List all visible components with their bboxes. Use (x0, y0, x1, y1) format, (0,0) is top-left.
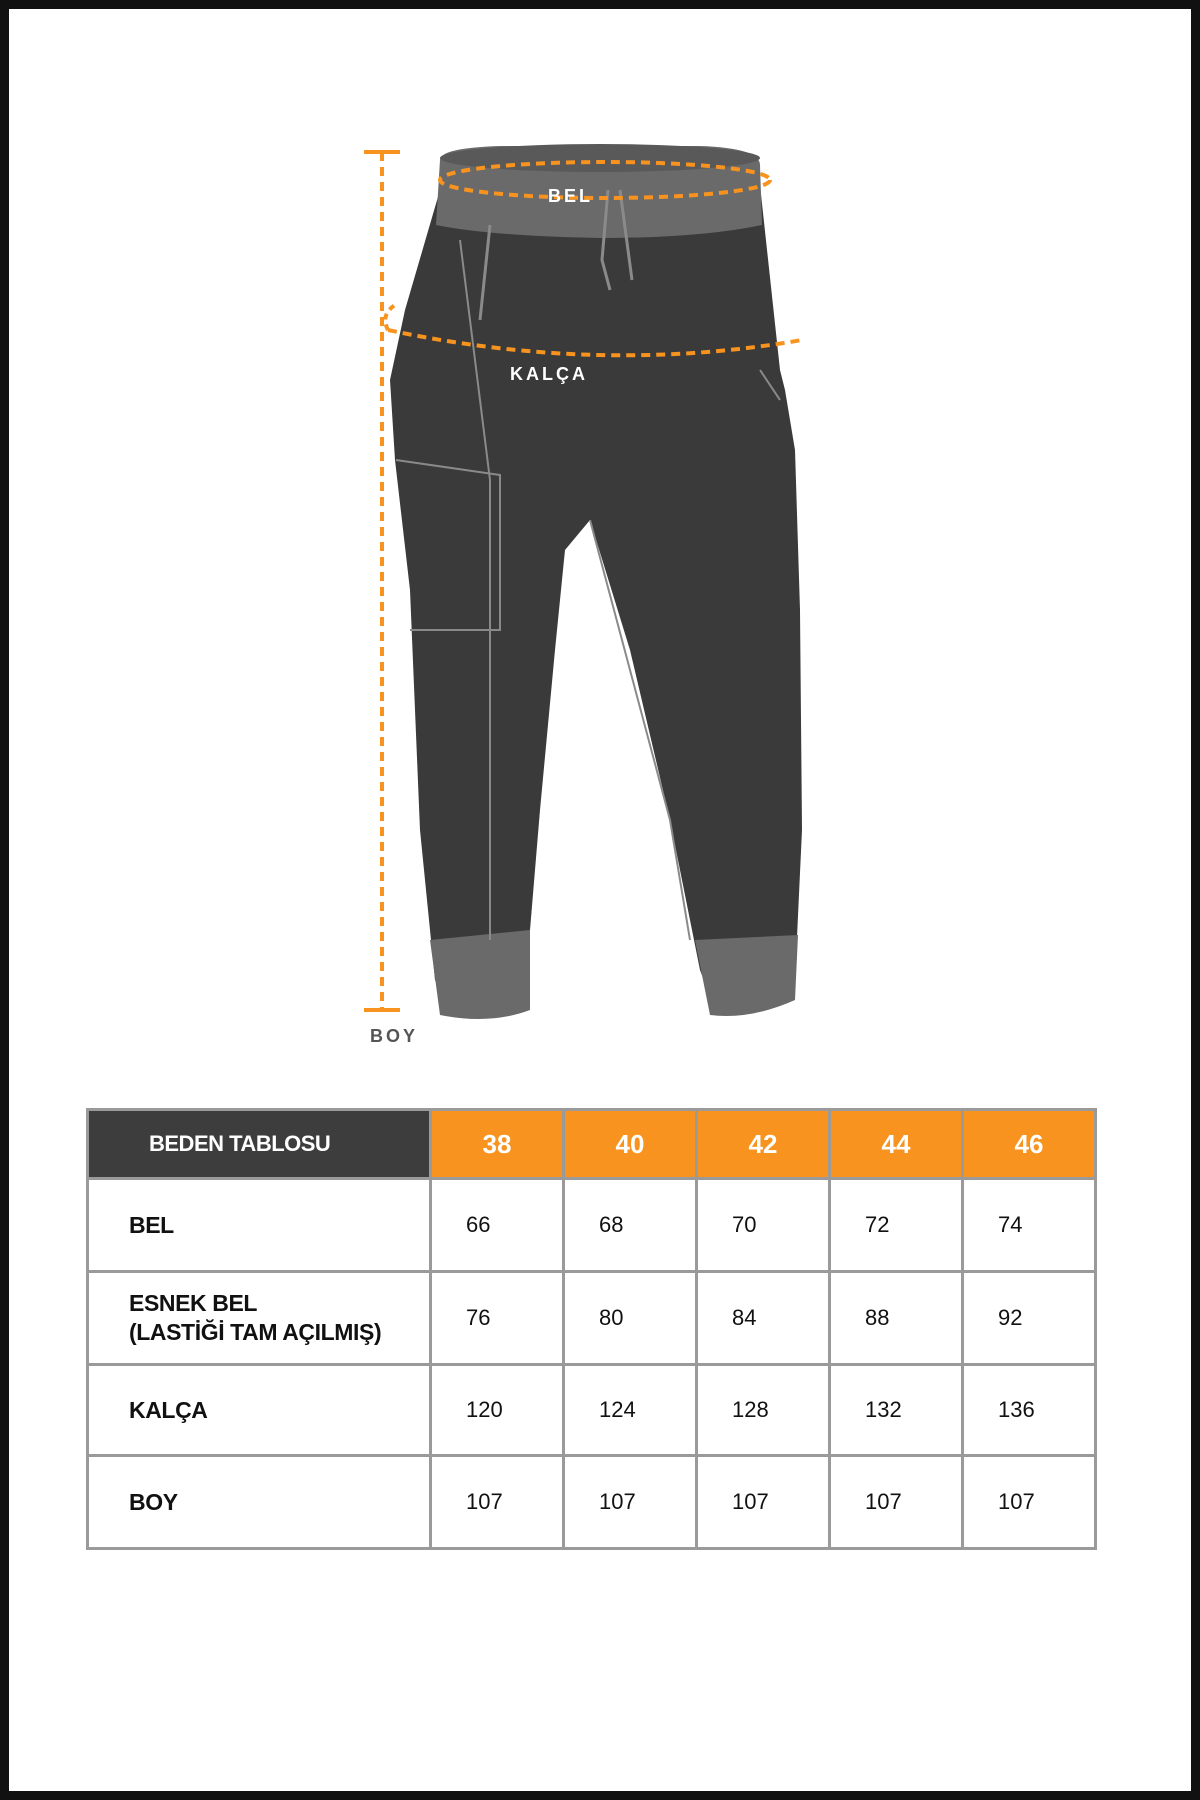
table-header-row (89, 1111, 1094, 1177)
row-label-line2: (LASTİĞİ TAM AÇILMIŞ) (129, 1319, 382, 1345)
size-header: 38 (432, 1111, 562, 1177)
size-header: 40 (565, 1111, 695, 1177)
boy-label: BOY (370, 1026, 419, 1046)
table-cell: 107 (831, 1457, 961, 1547)
row-label-bel: BEL (89, 1180, 429, 1270)
table-cell: 74 (964, 1180, 1094, 1270)
table-cell: 70 (698, 1180, 828, 1270)
pants-measurement-illustration (340, 130, 820, 1060)
table-cell: 107 (432, 1457, 562, 1547)
table-cell: 136 (964, 1366, 1094, 1454)
pants-shape (390, 144, 802, 1019)
table-cell: 107 (565, 1457, 695, 1547)
table-cell: 88 (831, 1273, 961, 1363)
table-cell: 124 (565, 1366, 695, 1454)
row-label-esnek-bel (89, 1273, 429, 1363)
table-cell: 92 (964, 1273, 1094, 1363)
row-label-boy: BOY (89, 1457, 429, 1547)
table-row (89, 1180, 1094, 1270)
table-row (89, 1457, 1094, 1547)
size-table (86, 1108, 1097, 1550)
table-cell: 128 (698, 1366, 828, 1454)
length-measure-line (364, 152, 400, 1010)
table-cell: 120 (432, 1366, 562, 1454)
table-cell: 132 (831, 1366, 961, 1454)
table-cell: 84 (698, 1273, 828, 1363)
table-cell: 107 (698, 1457, 828, 1547)
table-cell: 76 (432, 1273, 562, 1363)
row-label-line1: ESNEK BEL (129, 1290, 258, 1316)
size-header: 44 (831, 1111, 961, 1177)
table-cell: 72 (831, 1180, 961, 1270)
size-header: 42 (698, 1111, 828, 1177)
kalca-label: KALÇA (510, 364, 588, 384)
table-cell: 80 (565, 1273, 695, 1363)
row-label-kalca: KALÇA (89, 1366, 429, 1454)
table-row (89, 1366, 1094, 1454)
table-cell: 68 (565, 1180, 695, 1270)
table-cell: 107 (964, 1457, 1094, 1547)
size-header: 46 (964, 1111, 1094, 1177)
table-row (89, 1273, 1094, 1363)
bel-label: BEL (548, 186, 593, 206)
table-title: BEDEN TABLOSU (89, 1111, 429, 1177)
table-cell: 66 (432, 1180, 562, 1270)
